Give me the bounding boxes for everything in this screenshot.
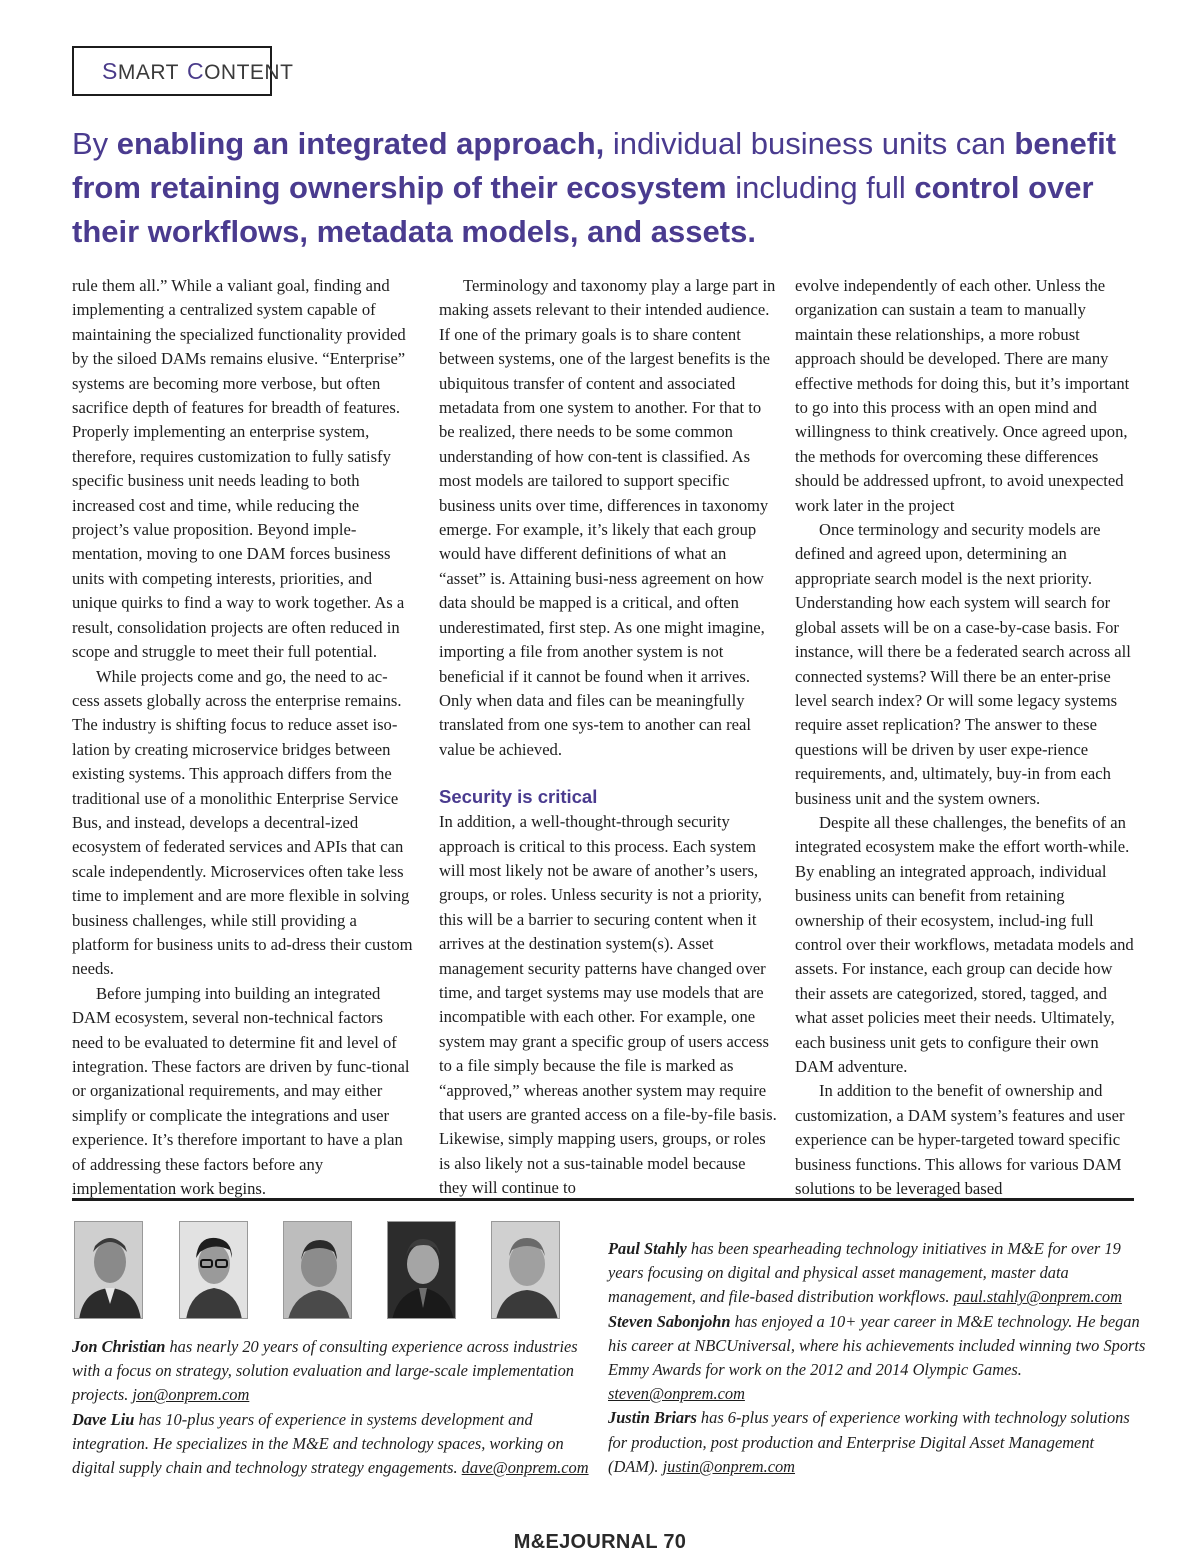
author-bio-steven (608, 1310, 1148, 1407)
pull-quote-bold-3: control over their workflows, metadata models, and assets. (72, 170, 1094, 249)
author-name: Jon Christian (72, 1337, 166, 1356)
author-name: Justin Briars (608, 1408, 697, 1428)
author-photo (283, 1221, 352, 1319)
section-tag-initial-2: C (186, 57, 205, 84)
author-bio-text: has enjoyed a 10+ year career in M&E technology. He began his career at NBCUniversal, where his achievements included winning two Sports Emmy Awards for work on the 2012 and 2014 Olympic Games. (608, 1311, 1146, 1380)
author-bios-right (608, 1237, 1148, 1479)
pull-quote-text-3: including full (726, 170, 915, 205)
author-name: Dave Liu (72, 1409, 135, 1429)
section-tag (72, 46, 294, 96)
paragraph: While projects come and go, the need to ac-cess assets globally across the enterprise remains. The industry is shifting focus to reduce asset iso-lation by creating microservice bridges between existing systems. This approach differs from the traditional use of a monolithic Enterprise Service Bus, and instead, develops a decentral-ized ecosystem of federated services and APIs that can scale independently. Microservices often take less time to implement and are more flexible in solving business challenges, while still providing a platform for business units to ad-dress their custom needs. (72, 666, 413, 979)
author-name: Steven Sabonjohn (608, 1311, 731, 1331)
article-column-1 (72, 274, 414, 1201)
section-tag-word-1: SMART (102, 57, 179, 84)
paragraph: Despite all these challenges, the benefits of an integrated ecosystem make the effort worth-while. By enabling an integrated approach, individual business units can benefit from retaining ownership of their ecosystem, includ-ing full control over their workflows, metadata models and assets. For instance, each group can decide how their assets are categorized, stored, tagged, and what asset policies meet their needs. Ultimately, each business unit gets to configure their own DAM adventure. (795, 812, 1134, 1076)
author-bio-jon (72, 1335, 592, 1408)
author-email-link[interactable]: steven@onprem.com (608, 1384, 745, 1404)
paragraph: Terminology and taxonomy play a large part in making assets relevant to their intended audience. If one of the primary goals is to share content between systems, one of the largest benefits is the ubiquitous transfer of content and associated metadata from one system to another. For that to be realized, there needs to be some common understanding of how con-tent is classified. As most models are tailored to support specific business units over time, differences in taxonomy emerge. For example, it’s likely that each group would have different definitions of what an “asset” is. Attaining busi-ness agreement on how data should be mapped is a critical, and often underestimated, first step. As one might imagine, importing a file from another system is not beneficial if it cannot be found when it arrives. Only when data and files can be meaningfully translated from one sys-tem to another can real value be achieved. (439, 276, 776, 759)
paragraph: Once terminology and security models are defined and agreed upon, determining an appropriate search model is the next priority. Understanding how each system will search for global assets will be on a case-by-case basis. For instance, will there be a federated search across all connected systems? Will there be an enter-prise level search index? Or will some legacy systems require asset replication? The answer to these questions will be driven by user expe-rience requirements, and, ultimately, buy-in from each business unit and the system owners. (795, 520, 1131, 808)
section-divider (72, 1198, 1134, 1201)
page-footer (0, 1531, 1200, 1554)
paragraph: evolve independently of each other. Unless the organization can sustain a team to manually maintain these relationships, a more robust approach should be developed. There are many effective methods for doing this, but it’s important to go into this process with an open mind and willingness to think creatively. Once agreed upon, the methods for overcoming these differences should be addressed upfront, to avoid unexpected work later in the project (795, 276, 1130, 515)
author-bio-justin (608, 1406, 1148, 1479)
section-subhead: Security is critical (439, 786, 598, 808)
author-photo (74, 1221, 143, 1319)
pull-quote-text-2: individual business units can (604, 126, 1015, 161)
article-body (0, 274, 1200, 1199)
article-column-3 (795, 274, 1135, 1201)
article-column-2 (439, 274, 777, 1201)
author-bio-text: has been spearheading technology initiatives in M&E for over 19 years focusing on digital and physical asset management, master data management, and file-based distribution workflows. (608, 1239, 1121, 1307)
paragraph: rule them all.” While a valiant goal, finding and implementing a centralized system capable of maintaining the specialized functionality provided by the siloed DAMs remains elusive. “Enterprise” systems are becoming more verbose, but often sacrifice depth of features for breadth of features. Properly implementing an enterprise system, therefore, requires customization to fully satisfy specific business unit needs leading to both increased cost and time, while reducing the project’s value proposition. Beyond imple-mentation, moving to one DAM forces business units with competing interests, priorities, and unique quirks to find a way to work together. As a result, consolidation projects are often reduced in scope and struggle to meet their full potential. (72, 276, 406, 662)
page-number: 70 (663, 1531, 687, 1553)
pull-quote-bold-1: enabling an integrated approach, (116, 126, 605, 161)
pull-quote-text-1: By (72, 126, 117, 161)
author-bio-dave (72, 1408, 592, 1481)
journal-name: M&EJOURNAL (513, 1531, 658, 1553)
author-bio-text: has 6-plus years of experience working with technology solutions for production, post production and Enterprise Digital Asset Management (DAM). (608, 1408, 1130, 1476)
author-photos (74, 1221, 594, 1321)
author-photo (179, 1221, 248, 1319)
author-name: Paul Stahly (608, 1239, 687, 1258)
author-email-link[interactable]: jon@onprem.com (132, 1385, 250, 1405)
pull-quote (72, 122, 1132, 254)
author-bio-paul (608, 1237, 1148, 1310)
pull-quote-bold-2: benefit from retaining ownership of their ecosystem (72, 126, 1117, 205)
author-bio-text: has 10-plus years of experience in systems development and integration. He specializes in the M&E and technology spaces, working on digital supply chain and technology strategy engagements. (72, 1409, 564, 1478)
paragraph: In addition to the benefit of ownership and customization, a DAM system’s features and user experience can be hyper-targeted toward specific business functions. This allows for various DAM solutions to be leveraged based (795, 1081, 1125, 1199)
author-email-link[interactable]: dave@onprem.com (461, 1458, 589, 1478)
author-email-link[interactable]: paul.stahly@onprem.com (953, 1287, 1122, 1307)
author-bios-left (72, 1335, 592, 1480)
paragraph: Before jumping into building an integrated DAM ecosystem, several non-technical factors need to be evaluated to determine fit and level of integration. These factors are driven by func-tional or organizational requirements, and may either simplify or complicate the integrations and user experience. It’s therefore important to have a plan of addressing these factors before any implementation work begins. (72, 983, 410, 1199)
section-tag-initial-1: S (102, 57, 118, 84)
author-photo (491, 1221, 560, 1319)
paragraph: In addition, a well-thought-through security approach is critical to this process. Each system will most likely not be aware of another’s users, groups, or roles. Unless security is not a priority, this will be a barrier to securing content when it arrives at the destination system(s). Asset management security patterns have changed over time, and target systems may use models that are incompatible with each other. For example, one system may grant a specific group of users access to a file simply because the file is marked as “approved,” whereas another system may require that users are granted access on a file-by-file basis. Likewise, simply mapping users, groups, or roles is also likely not a sus-tainable model because they will continue to (439, 812, 777, 1198)
author-email-link[interactable]: justin@onprem.com (662, 1456, 796, 1476)
author-bio-text: has nearly 20 years of consulting experience across industries with a focus on strategy, solution evaluation and large-scale implementation projects. (72, 1337, 578, 1405)
author-photo (387, 1221, 456, 1319)
section-tag-word-2: CONTENT (186, 57, 294, 84)
